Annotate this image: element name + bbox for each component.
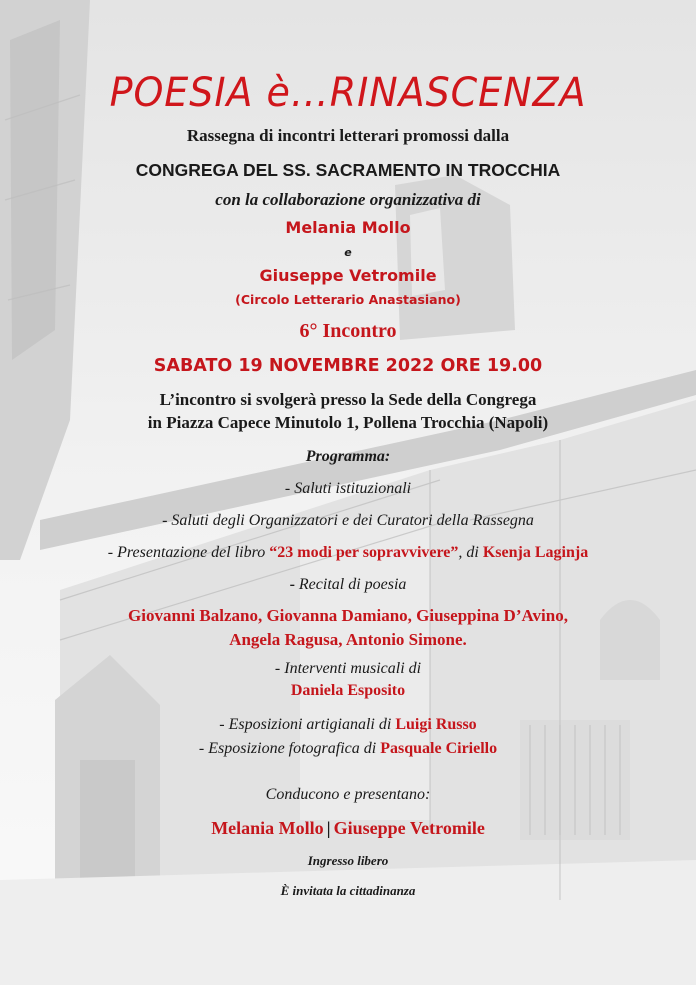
free-entry: Ingresso libero: [307, 853, 389, 868]
subtitle: Rassegna di incontri letterari promossi dalla: [186, 126, 510, 145]
poets-line-2: Angela Ragusa, Antonio Simone.: [229, 630, 467, 649]
program-item-3-mid: , di: [458, 544, 483, 561]
artisan-name: Luigi Russo: [395, 716, 477, 733]
invitation: È invitata la cittadinanza: [280, 883, 416, 898]
host-separator: |: [326, 818, 331, 838]
program-item-4-label: Recital di poesia: [298, 576, 407, 593]
program-item-4: [0, 576, 696, 594]
musician-name: Daniela Esposito: [290, 682, 406, 699]
program-item-6-prefix: - Esposizioni artigianali di: [219, 716, 396, 733]
host-2: Giuseppe Vetromile: [333, 818, 485, 838]
location-line-1: L’incontro si svolgerà presso la Sede della Congrega: [159, 390, 537, 409]
poster-title: POESIA è…RINASCENZA: [109, 70, 587, 116]
book-title: “23 modi per sopravvivere”: [269, 544, 459, 561]
program-item-2: - Saluti degli Organizzatori e dei Curatori della Rassegna: [162, 512, 534, 529]
program-item-7-prefix: - Esposizione fotografica di: [198, 740, 381, 757]
program-item-1: - Saluti istituzionali: [284, 480, 412, 497]
program-item-7: [0, 740, 696, 758]
location-line-2: in Piazza Capece Minutolo 1, Pollena Trocchia (Napoli): [147, 413, 549, 432]
book-author: Ksenja Laginja: [482, 544, 589, 561]
program-item-5: - Interventi musicali di: [274, 660, 422, 677]
organizer-conjunction: e: [344, 246, 352, 259]
host-1: Melania Mollo: [211, 818, 324, 838]
literary-circle: (Circolo Letterario Anastasiano): [235, 292, 461, 307]
poets-line-1: Giovanni Balzano, Giovanna Damiano, Giuseppina D’Avino,: [128, 606, 568, 625]
program-item-4-dash: -: [289, 576, 299, 593]
congrega-name: CONGREGA DEL SS. SACRAMENTO IN TROCCHIA: [135, 160, 561, 180]
photographer-name: Pasquale Ciriello: [380, 740, 498, 757]
collaboration-line: con la collaborazione organizzativa di: [215, 190, 481, 209]
program-item-3: [0, 544, 696, 562]
hosts-label: Conducono e presentano:: [265, 786, 431, 803]
event-date: SABATO 19 NOVEMBRE 2022 ORE 19.00: [153, 356, 543, 376]
program-heading: Programma:: [305, 448, 391, 465]
program-item-6: [0, 716, 696, 734]
hosts: [0, 818, 696, 839]
organizer-second: Giuseppe Vetromile: [259, 266, 437, 285]
program-item-3-prefix: - Presentazione del libro: [107, 544, 270, 561]
organizer-first: Melania Mollo: [285, 218, 411, 237]
event-number: 6° Incontro: [299, 320, 397, 342]
